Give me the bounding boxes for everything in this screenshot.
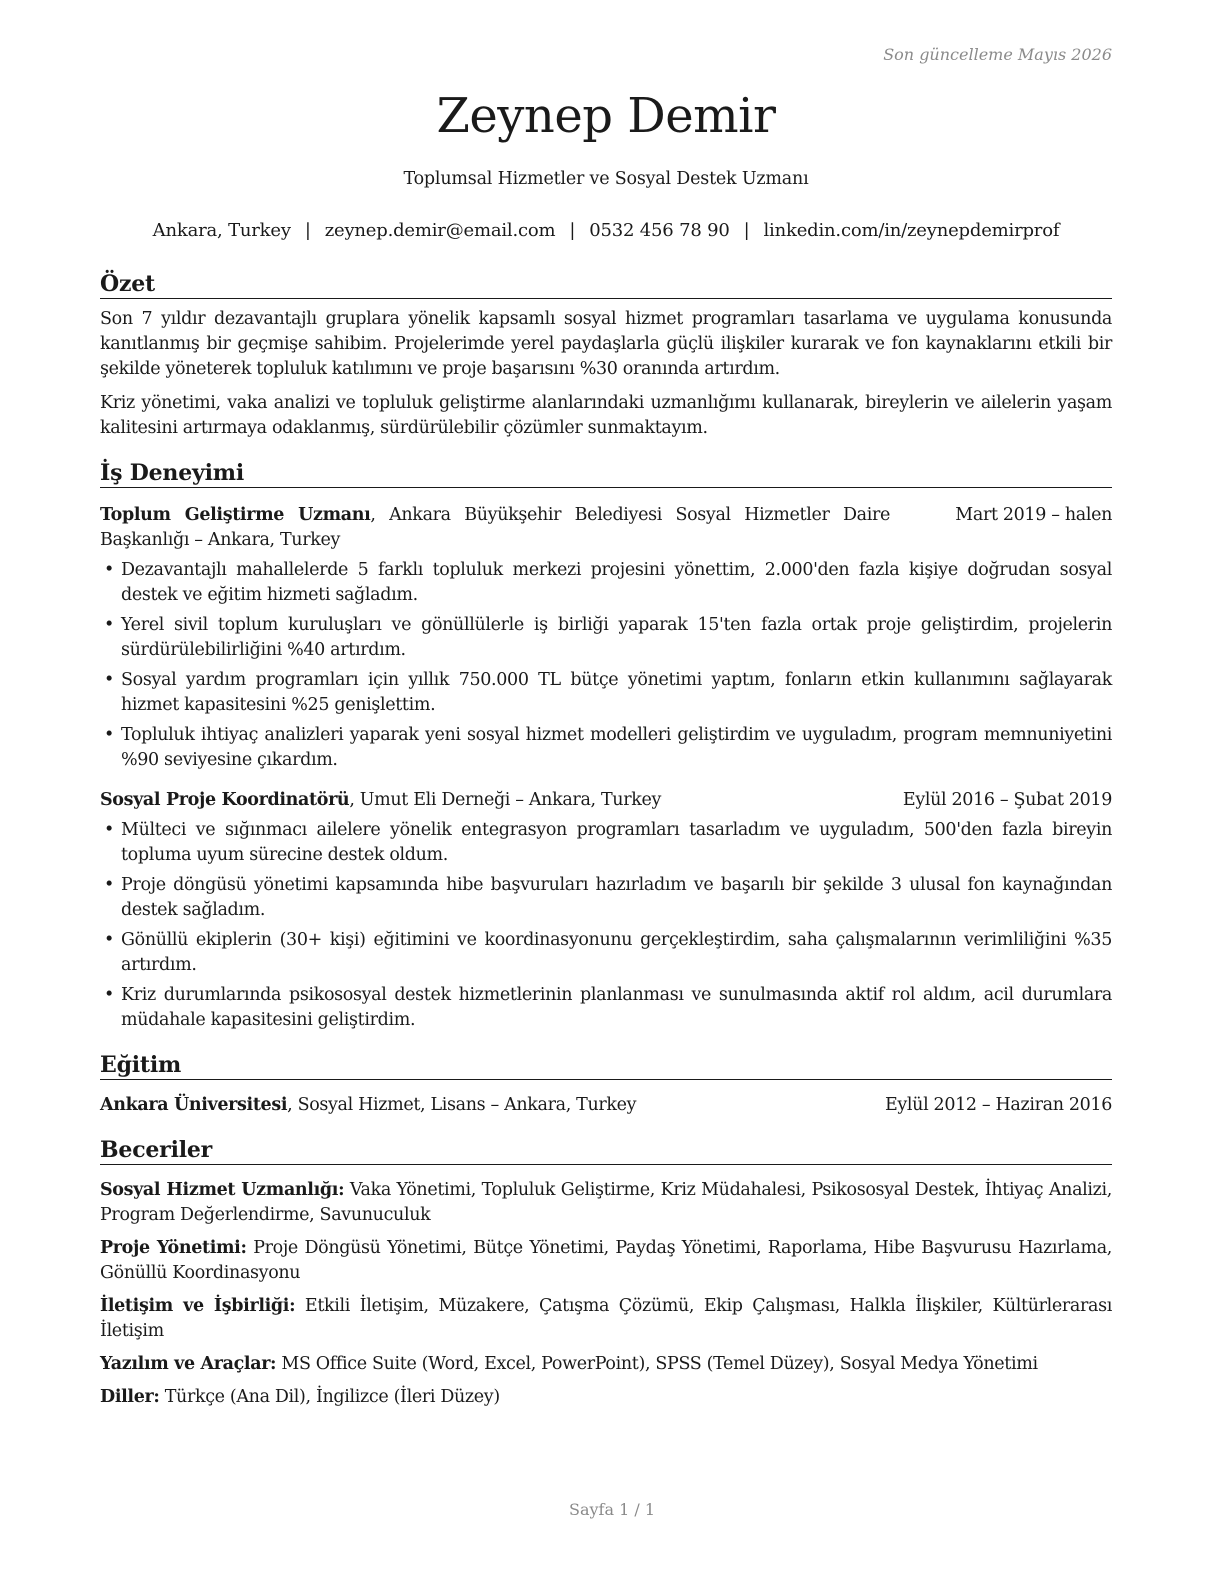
bullet-icon: • <box>104 930 114 950</box>
bullet-icon: • <box>104 725 114 745</box>
experience-section <box>100 459 1112 1033</box>
skill-label: Yazılım ve Araçlar: <box>100 1354 277 1374</box>
job-role: Toplum Geliştirme Uzmanı <box>100 505 371 525</box>
list-item <box>100 873 1112 923</box>
job-organization: , Umut Eli Derneği – Ankara, Turkey <box>349 790 662 810</box>
education-detail: , Sosyal Hizmet, Lisans – Ankara, Turkey <box>287 1095 637 1115</box>
bullet-text: Dezavantajlı mahallelerde 5 farklı topluluk merkezi projesini yönettim, 2.000'den fazla kişiye doğrudan sosyal destek ve eğitim hizmeti sağladım. <box>121 560 1112 605</box>
bullet-icon: • <box>104 820 114 840</box>
section-heading-experience: İş Deneyimi <box>100 459 1112 488</box>
contact-location: Ankara, Turkey <box>152 220 291 241</box>
list-item <box>100 613 1112 663</box>
job-entry <box>100 788 1112 1033</box>
skill-items: MS Office Suite (Word, Excel, PowerPoint), SPSS (Temel Düzey), Sosyal Medya Yönetimi <box>281 1354 1038 1374</box>
education-dates: Eylül 2012 – Haziran 2016 <box>884 1095 1112 1115</box>
skill-group <box>100 1236 1112 1286</box>
job-dates: Mart 2019 – halen <box>955 505 1112 525</box>
skill-label: Sosyal Hizmet Uzmanlığı: <box>100 1180 345 1200</box>
summary-paragraph: Kriz yönetimi, vaka analizi ve topluluk geliştirme alanlarındaki uzmanlığımı kullanarak, bireylerin ve ailelerin yaşam kalitesini artırmaya odaklanmış, sürdürülebilir çözümler sunmaktayım. <box>100 393 1112 438</box>
skill-group <box>100 1294 1112 1344</box>
bullet-text: Topluluk ihtiyaç analizleri yaparak yeni sosyal hizmet modelleri geliştirdim ve uyguladım, program memnuniyetini %90 seviyesine çıkardım. <box>121 725 1112 770</box>
contact-separator: | <box>304 220 311 241</box>
skill-label: Diller: <box>100 1387 160 1407</box>
contact-phone: 0532 456 78 90 <box>589 220 730 241</box>
job-title-org <box>100 788 661 813</box>
list-item <box>100 558 1112 608</box>
bullet-text: Proje döngüsü yönetimi kapsamında hibe başvuruları hazırladım ve başarılı bir şekilde 3 ulusal fon kaynağından destek sağladım. <box>121 875 1112 920</box>
list-item <box>100 928 1112 978</box>
job-dates: Eylül 2016 – Şubat 2019 <box>902 790 1112 810</box>
resume-body <box>100 270 1112 1410</box>
job-organization: , Ankara Büyükşehir Belediyesi Sosyal Hizmetler Daire Başkanlığı – Ankara, Turkey <box>100 505 890 550</box>
contact-line <box>100 218 1112 244</box>
list-item <box>100 983 1112 1033</box>
job-header <box>100 788 1112 813</box>
job-header <box>100 503 1112 553</box>
skill-items: Türkçe (Ana Dil), İngilizce (İleri Düzey) <box>164 1387 500 1407</box>
bullet-text: Gönüllü ekiplerin (30+ kişi) eğitimini ve koordinasyonunu gerçekleştirdim, saha çalışmalarının verimliliğini %35 artırdım. <box>121 930 1112 975</box>
skill-group <box>100 1178 1112 1228</box>
contact-separator: | <box>569 220 576 241</box>
section-heading-skills: Beceriler <box>100 1136 1112 1165</box>
last-updated-note: Son güncelleme Mayıs 2026 <box>883 45 1112 64</box>
bullet-icon: • <box>104 615 114 635</box>
skill-label: Proje Yönetimi: <box>100 1238 247 1258</box>
contact-email[interactable]: zeynep.demir@email.com <box>324 220 556 241</box>
list-item <box>100 818 1112 868</box>
skill-label: İletişim ve İşbirliği: <box>100 1296 296 1316</box>
skill-items: Proje Döngüsü Yönetimi, Bütçe Yönetimi, Paydaş Yönetimi, Raporlama, Hibe Başvurusu Hazırlama, Gönüllü Koordinasyonu <box>100 1238 1112 1283</box>
skills-section <box>100 1136 1112 1410</box>
bullet-icon: • <box>104 560 114 580</box>
skill-group <box>100 1352 1112 1377</box>
bullet-icon: • <box>104 670 114 690</box>
page-number: Sayfa 1 / 1 <box>568 1500 655 1519</box>
summary-section <box>100 270 1112 441</box>
job-title-org <box>100 503 890 553</box>
education-entry <box>100 1093 1112 1118</box>
candidate-title: Toplumsal Hizmetler ve Sosyal Destek Uzmanı <box>403 169 809 189</box>
bullet-text: Sosyal yardım programları için yıllık 750.000 TL bütçe yönetimi yaptım, fonların etkin kullanımını sağlayarak hizmet kapasitesini %25 genişlettim. <box>121 670 1112 715</box>
bullet-text: Yerel sivil toplum kuruluşları ve gönüllülerle iş birliği yaparak 15'ten fazla ortak proje geliştirdim, projelerin sürdürülebilirliğini %40 artırdım. <box>121 615 1112 660</box>
contact-separator: | <box>743 220 750 241</box>
job-entry <box>100 503 1112 773</box>
education-school-detail <box>100 1093 636 1118</box>
bullet-icon: • <box>104 985 114 1005</box>
skill-items: Etkili İletişim, Müzakere, Çatışma Çözümü, Ekip Çalışması, Halkla İlişkiler, Kültürlerarası İletişim <box>100 1296 1112 1341</box>
education-section <box>100 1051 1112 1118</box>
bullet-text: Mülteci ve sığınmacı ailelere yönelik entegrasyon programları tasarladım ve uyguladım, 500'den fazla bireyin topluma uyum sürecine destek oldum. <box>121 820 1112 865</box>
job-role: Sosyal Proje Koordinatörü <box>100 790 350 810</box>
skill-group <box>100 1385 1112 1410</box>
contact-linkedin[interactable]: linkedin.com/in/zeynepdemirprof <box>763 220 1060 241</box>
list-item <box>100 668 1112 718</box>
skill-items: Vaka Yönetimi, Topluluk Geliştirme, Kriz Müdahalesi, Psikososyal Destek, İhtiyaç Analizi, Program Değerlendirme, Savunuculuk <box>100 1180 1112 1225</box>
section-heading-education: Eğitim <box>100 1051 1112 1080</box>
summary-paragraph: Son 7 yıldır dezavantajlı gruplara yönelik kapsamlı sosyal hizmet programları tasarlama ve uygulama konusunda kanıtlanmış bir geçmişe sahibim. Projelerimde yerel paydaşlarla güçlü ilişkiler kurarak ve fon kaynaklarını etkili bir şekilde yöneterek topluluk katılımını ve proje başarısını %30 oranında artırdım. <box>100 309 1112 379</box>
bullet-text: Kriz durumlarında psikososyal destek hizmetlerinin planlanması ve sunulmasında aktif rol aldım, acil durumlara müdahale kapasitesini geliştirdim. <box>121 985 1112 1030</box>
list-item <box>100 723 1112 773</box>
candidate-name: Zeynep Demir <box>436 88 776 144</box>
education-school: Ankara Üniversitesi <box>100 1095 288 1115</box>
bullet-icon: • <box>104 875 114 895</box>
section-heading-summary: Özet <box>100 270 1112 299</box>
job-bullets <box>100 558 1112 773</box>
job-bullets <box>100 818 1112 1033</box>
